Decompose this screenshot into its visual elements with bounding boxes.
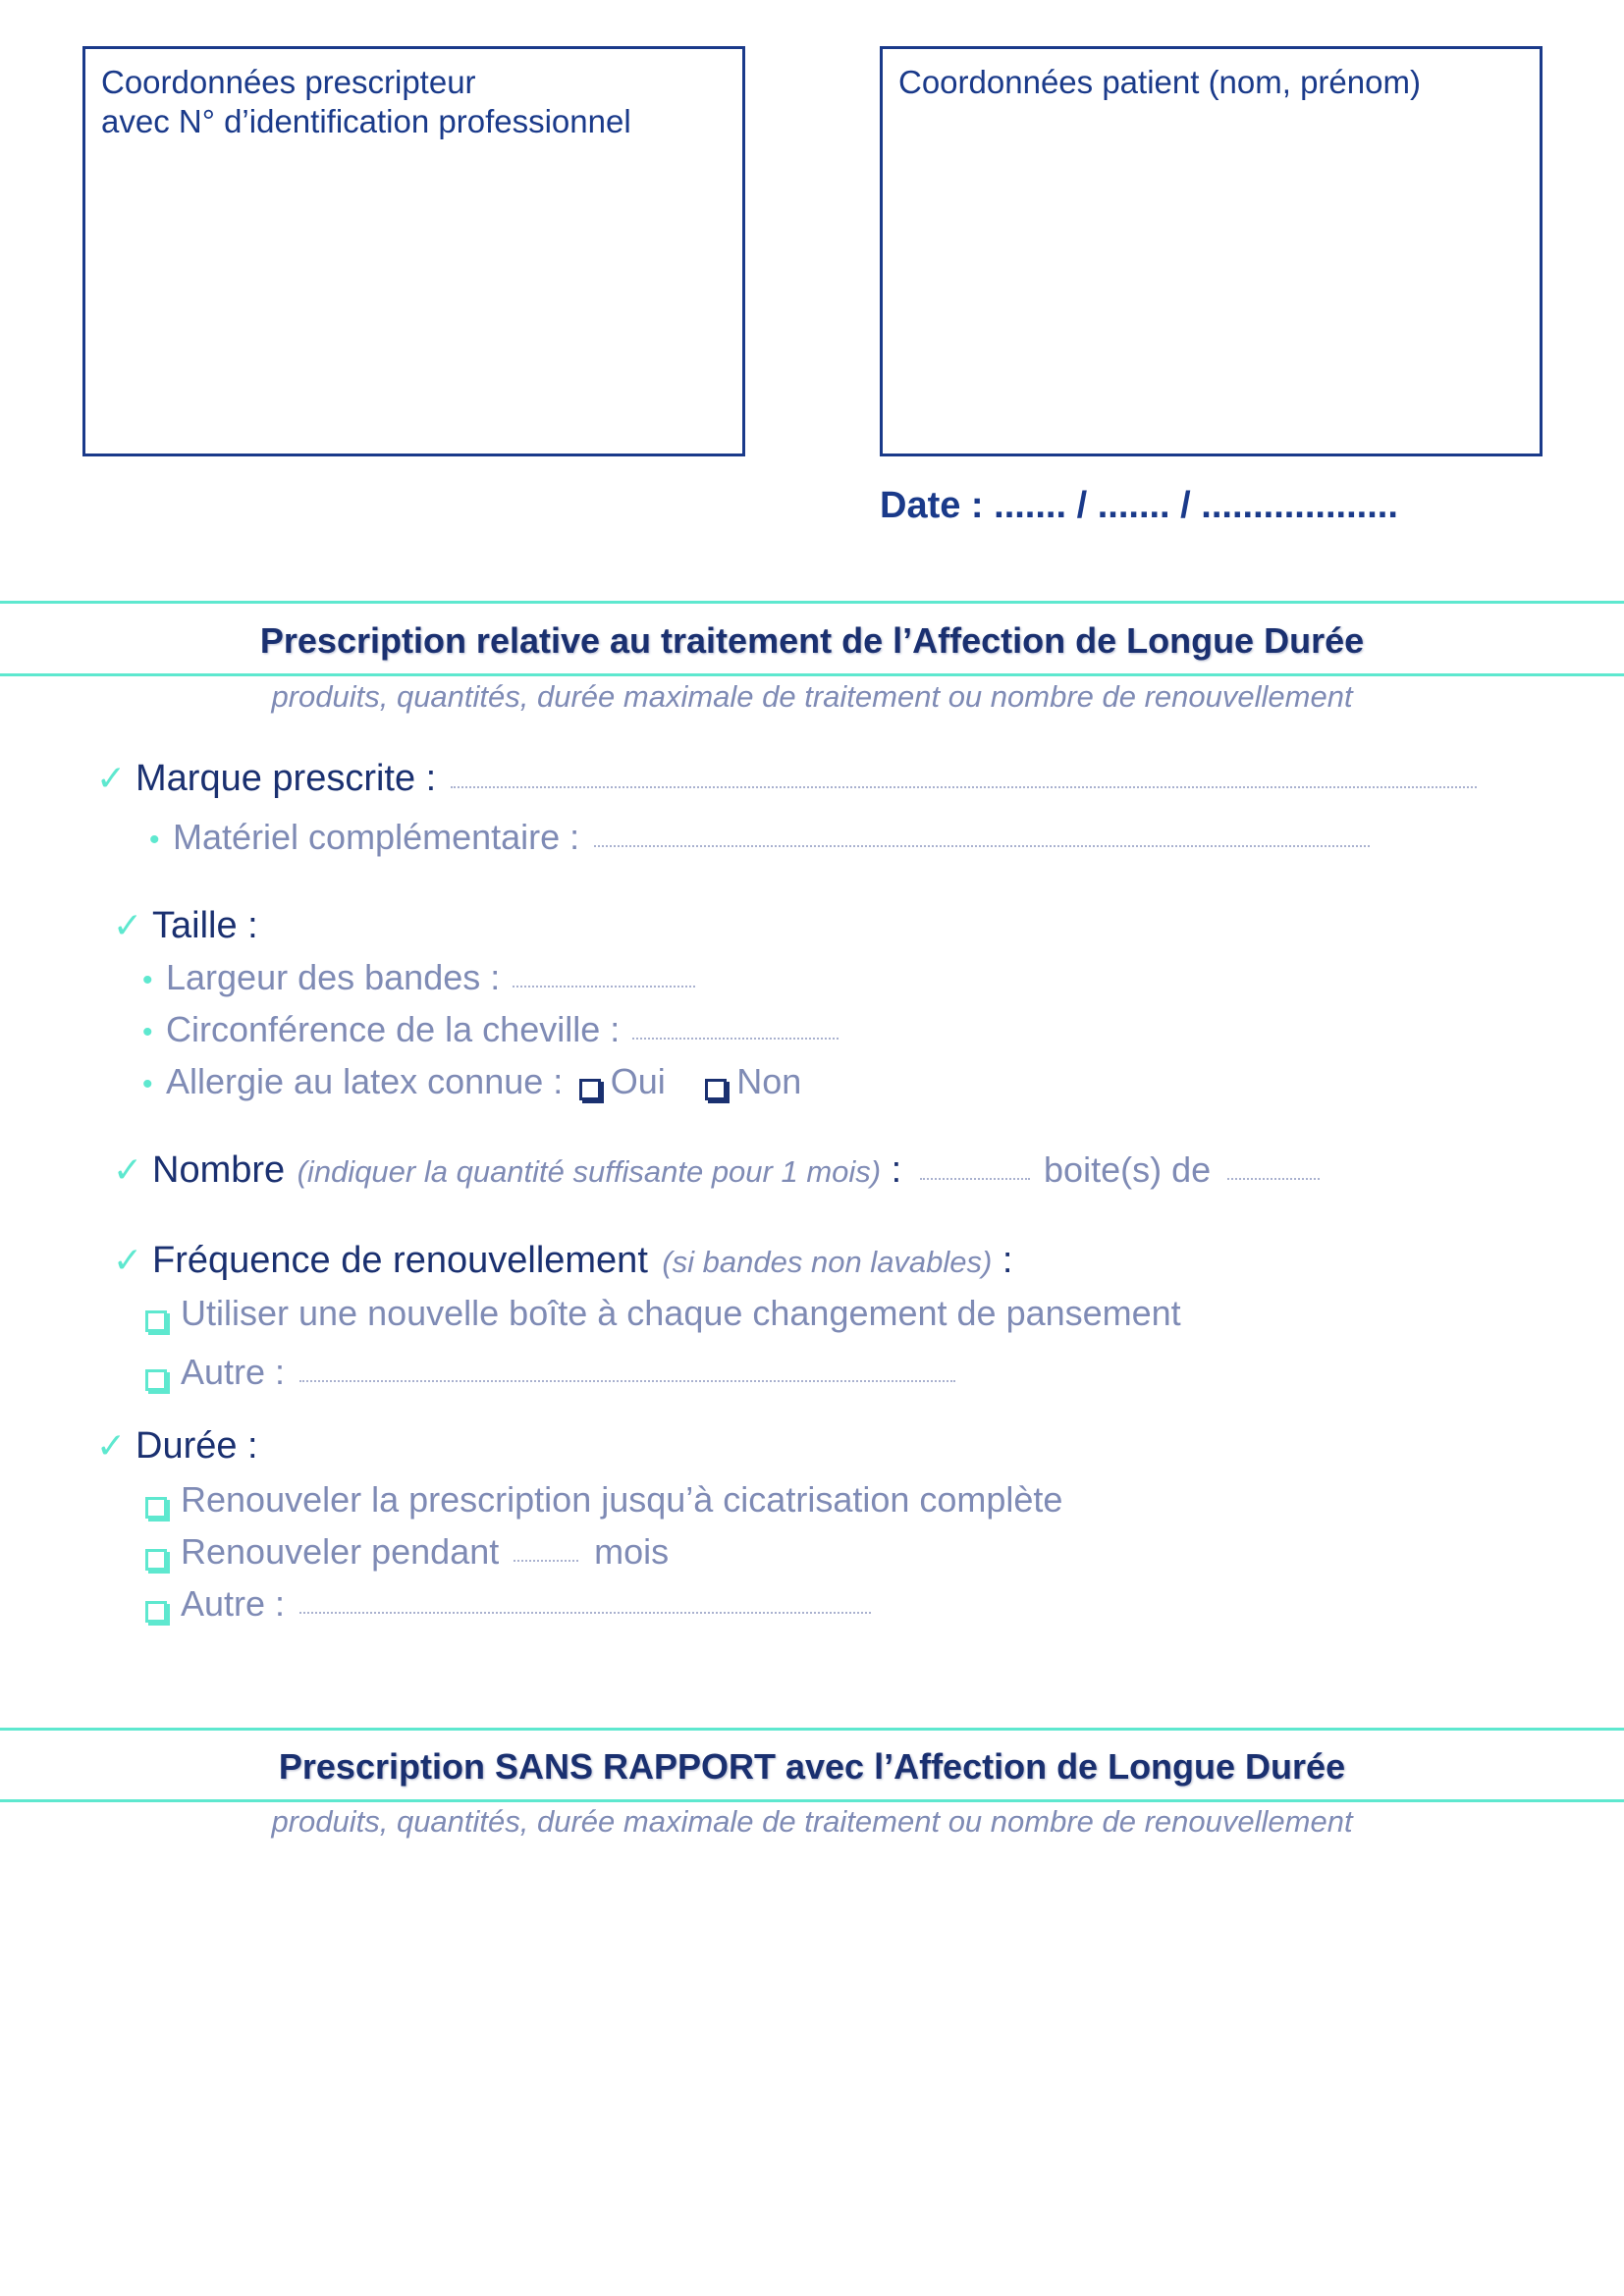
allergie-row xyxy=(142,1061,801,1102)
section2-top-rule xyxy=(0,1728,1624,1731)
allergie-non-label: Non xyxy=(736,1061,802,1101)
duree-option3-label: Autre : xyxy=(181,1583,286,1624)
circonference-label: Circonférence de la cheville : xyxy=(166,1009,621,1049)
frequence-label: Fréquence de renouvellement xyxy=(152,1240,648,1281)
nombre-input-line[interactable] xyxy=(920,1176,1030,1180)
nombre-hint: (indiquer la quantité suffisante pour 1 mois) xyxy=(297,1154,882,1189)
duree-months-input-line[interactable] xyxy=(514,1558,578,1562)
largeur-input-line[interactable] xyxy=(513,984,695,988)
section1-top-rule xyxy=(0,601,1624,604)
bullet-icon: • xyxy=(142,964,153,996)
allergie-oui-checkbox[interactable] xyxy=(579,1079,601,1100)
largeur-row xyxy=(142,957,695,998)
materiel-row xyxy=(149,817,1370,858)
nombre-boites-label: boite(s) de xyxy=(1044,1149,1212,1190)
checkmark-icon: ✓ xyxy=(96,1425,127,1466)
duree-label: Durée : xyxy=(135,1425,258,1467)
frequence-autre-input-line[interactable] xyxy=(299,1378,955,1382)
patient-box[interactable] xyxy=(880,46,1543,456)
allergie-label: Allergie au latex connue : xyxy=(166,1061,564,1101)
materiel-label: Matériel complémentaire : xyxy=(173,817,580,857)
frequence-option2-row xyxy=(145,1352,955,1393)
frequence-option2-checkbox[interactable] xyxy=(145,1369,167,1391)
marque-label: Marque prescrite : xyxy=(135,758,437,799)
prescriber-box[interactable] xyxy=(82,46,745,456)
section1-subtitle: produits, quantités, durée maximale de traitement ou nombre de renouvellement xyxy=(271,679,1353,714)
duree-option2-row xyxy=(145,1531,669,1573)
bullet-icon: • xyxy=(149,824,160,856)
duree-row xyxy=(96,1425,258,1468)
section1-bottom-rule xyxy=(0,673,1624,676)
circonference-input-line[interactable] xyxy=(632,1036,839,1040)
frequence-option2-label: Autre : xyxy=(181,1352,286,1392)
duree-option2-checkbox[interactable] xyxy=(145,1549,167,1571)
duree-option1-checkbox[interactable] xyxy=(145,1497,167,1519)
allergie-oui-label: Oui xyxy=(610,1061,666,1101)
bullet-icon: • xyxy=(142,1068,153,1100)
marque-row xyxy=(96,758,1477,800)
marque-input-line[interactable] xyxy=(451,784,1477,788)
section2-subtitle: produits, quantités, durée maximale de traitement ou nombre de renouvellement xyxy=(271,1804,1353,1839)
materiel-input-line[interactable] xyxy=(594,843,1370,847)
circonference-row xyxy=(142,1009,839,1050)
prescriber-label-line2: avec N° d’identification professionnel xyxy=(101,103,631,139)
frequence-option1-label: Utiliser une nouvelle boîte à chaque changement de pansement xyxy=(181,1293,1181,1333)
allergie-non-checkbox[interactable] xyxy=(705,1079,727,1100)
date-field[interactable]: Date : ....... / ....... / ................... xyxy=(880,485,1398,526)
duree-option1-label: Renouveler la prescription jusqu’à cicatrisation complète xyxy=(181,1479,1063,1520)
nombre-boites-input-line[interactable] xyxy=(1227,1176,1320,1180)
duree-option3-row xyxy=(145,1583,871,1625)
checkmark-icon: ✓ xyxy=(113,1240,143,1280)
duree-option2-label-a: Renouveler pendant xyxy=(181,1531,500,1572)
checkmark-icon: ✓ xyxy=(113,1149,143,1190)
duree-autre-input-line[interactable] xyxy=(299,1610,871,1614)
prescriber-label-line1: Coordonnées prescripteur xyxy=(101,64,476,100)
frequence-colon: : xyxy=(1001,1240,1013,1281)
duree-option2-label-b: mois xyxy=(594,1531,670,1572)
frequence-option1-checkbox[interactable] xyxy=(145,1310,167,1332)
duree-option1-row xyxy=(145,1479,1062,1521)
section2-writing-area[interactable] xyxy=(82,1865,1542,2258)
taille-row xyxy=(113,905,258,947)
nombre-colon: : xyxy=(891,1149,902,1191)
checkmark-icon: ✓ xyxy=(96,758,127,798)
duree-option3-checkbox[interactable] xyxy=(145,1601,167,1623)
section2-bottom-rule xyxy=(0,1799,1624,1802)
frequence-hint: (si bandes non lavables) xyxy=(662,1245,993,1279)
section2-title: Prescription SANS RAPPORT avec l’Affection de Longue Durée xyxy=(278,1746,1346,1787)
nombre-row xyxy=(113,1149,1320,1192)
nombre-label: Nombre xyxy=(152,1149,286,1191)
patient-label: Coordonnées patient (nom, prénom) xyxy=(898,64,1421,100)
frequence-row xyxy=(113,1240,1012,1282)
section1-title: Prescription relative au traitement de l’Affection de Longue Durée xyxy=(259,620,1365,661)
frequence-option1-row xyxy=(145,1293,1181,1334)
bullet-icon: • xyxy=(142,1016,153,1048)
checkmark-icon: ✓ xyxy=(113,905,143,945)
largeur-label: Largeur des bandes : xyxy=(166,957,501,997)
taille-label: Taille : xyxy=(152,905,258,946)
